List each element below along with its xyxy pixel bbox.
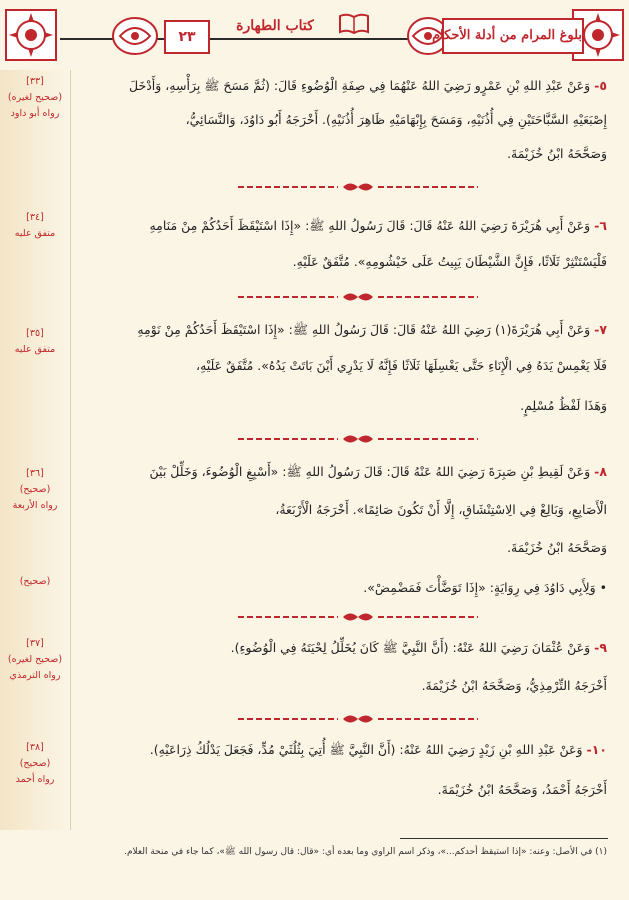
hadith-line: الْأَصَابِعِ، وَبَالِغْ فِي الِاسْتِنْشَاقِ، إِلَّا أَنْ تَكُونَ صَائِمًا». أَخْرَجَهُ الْأَرْبَعَةُ، bbox=[275, 502, 607, 517]
chapter-title: كتاب الطهارة bbox=[236, 18, 314, 34]
divider-ornament bbox=[238, 610, 478, 624]
sidebar-entry bbox=[0, 466, 70, 514]
hadith-text: وَعَنْ أَبِي هُرَيْرَةَ(١) رَضِيَ اللهُ عَنْهُ قَالَ: قَالَ رَسُولُ اللهِ ﷺ: «إِذَا اسْتَيْقَظَ أَحَدُكُمْ مِنْ نَوْمِهِ bbox=[137, 322, 591, 337]
sidebar-entry bbox=[0, 574, 70, 590]
sidebar-entry bbox=[0, 74, 70, 122]
entry-source: رواه الأربعة bbox=[12, 500, 58, 511]
hadith-number: ٨- bbox=[594, 464, 607, 479]
hadith-line bbox=[97, 640, 607, 659]
sidebar-entry bbox=[0, 326, 70, 358]
sidebar-entry bbox=[0, 210, 70, 242]
hadith-line bbox=[97, 464, 607, 483]
entry-grade: (صحيح) bbox=[19, 758, 51, 769]
hadith-number: ٩- bbox=[594, 640, 607, 655]
hadith-line: أَخْرَجَهُ التِّرْمِذِيُّ، وَصَحَّحَهُ ابْنُ خُزَيْمَةَ. bbox=[421, 678, 607, 693]
hadith-line: أَخْرَجَهُ أَحْمَدُ، وَصَحَّحَهُ ابْنُ خُزَيْمَةَ. bbox=[437, 782, 607, 797]
entry-grade: (صحيح لغيره) bbox=[7, 92, 63, 103]
divider-ornament bbox=[238, 290, 478, 304]
footnote: (١) في الأصل: وعنه: «إذا استيقظ أحدكم...»، وذكر اسم الراوي وما بعده أي: «قال: قال رسول الله ﷺ»، كما جاء في منحة العلام. bbox=[124, 847, 607, 857]
hadith-line: إِصْبَعَيْهِ السَّبَّاحَتَيْنِ فِي أُذُنَيْهِ، وَمَسَحَ بِإِبْهَامَيْهِ ظَاهِرَ أُذُنَيْهِ). أَخْرَجَهُ أَبُو دَاوُدَ، وَالنَّسَائِيُّ، bbox=[185, 112, 607, 127]
entry-grade: (صحيح لغيره) bbox=[7, 654, 63, 665]
hadith-number: ٧- bbox=[594, 322, 607, 337]
entry-number: [٣٥] bbox=[26, 328, 44, 339]
sidebar-entry bbox=[0, 740, 70, 788]
hadith-number: ٦- bbox=[594, 218, 607, 233]
entry-source: متفق عليه bbox=[14, 228, 56, 239]
hadith-line bbox=[97, 742, 607, 761]
entry-number: [٣٧] bbox=[26, 638, 44, 649]
book-title: بلوغ المرام من أدلة الأحكام bbox=[442, 18, 584, 54]
sidebar-entry bbox=[0, 636, 70, 684]
book-icon bbox=[338, 12, 370, 36]
entry-source: رواه أحمد bbox=[15, 774, 55, 785]
entry-grade: (صحيح) bbox=[19, 576, 51, 587]
hadith-extra: • وَلِأَبِي دَاوُدَ فِي رِوَايَةٍ: «إِذَا تَوَضَّأْتَ فَمَضْمِضْ». bbox=[363, 580, 607, 595]
hadith-line: فَلَا يَغْمِسْ يَدَهُ فِي الْإِنَاءِ حَتَّى يَغْسِلَهَا ثَلَاثًا فَإِنَّهُ لَا يَدْرِي أَيْنَ بَاتَتْ يَدُهُ». مُتَّفَقٌ عَلَيْهِ، bbox=[196, 358, 607, 373]
entry-number: [٣٨] bbox=[26, 742, 44, 753]
page-header bbox=[0, 0, 629, 64]
hadith-line bbox=[97, 78, 607, 97]
hadith-line: فَلْيَسْتَنْثِرْ ثَلَاثًا، فَإِنَّ الشَّيْطَانَ يَبِيتُ عَلَى خَيْشُومِهِ». مُتَّفَقٌ عَلَيْهِ. bbox=[292, 254, 607, 269]
hadith-number: ٥- bbox=[594, 78, 607, 93]
hadith-line: وَهَذَا لَفْظُ مُسْلِمٍ. bbox=[520, 398, 607, 413]
ornament-icon bbox=[4, 8, 58, 62]
hadith-line bbox=[97, 322, 607, 341]
footnote-rule bbox=[400, 838, 608, 839]
page-number: ٢٣ bbox=[164, 20, 210, 54]
hadith-text: وَعَنْ عَبْدِ اللهِ بْنِ عَمْرٍو رَضِيَ اللهُ عَنْهُمَا فِي صِفَةِ الْوُضُوءِ قَالَ: (ثُمَّ مَسَحَ ﷺ بِرَأْسِهِ، وَأَدْخَلَ bbox=[129, 78, 591, 93]
divider-ornament bbox=[238, 180, 478, 194]
ornament-icon bbox=[110, 14, 160, 58]
hadith-text: وَعَنْ عَبْدِ اللهِ بْنِ زَيْدٍ رَضِيَ اللهُ عَنْهُ: (أَنَّ النَّبِيَّ ﷺ أُتِيَ بِثُلُثَيْ مُدٍّ، فَجَعَلَ يَدْلُكُ ذِرَاعَيْهِ). bbox=[149, 742, 583, 757]
hadith-text: وَعَنْ عُثْمَانَ رَضِيَ اللهُ عَنْهُ: (أَنَّ النَّبِيَّ ﷺ كَانَ يُخَلِّلُ لِحْيَتَهُ فِي الْوُضُوءِ). bbox=[230, 640, 591, 655]
entry-number: [٣٣] bbox=[26, 76, 44, 87]
hadith-number: ١٠- bbox=[586, 742, 607, 757]
entry-grade: (صحيح) bbox=[19, 484, 51, 495]
entry-number: [٣٤] bbox=[26, 212, 44, 223]
sidebar bbox=[0, 70, 71, 830]
divider-ornament bbox=[238, 432, 478, 446]
entry-source: رواه أبو داود bbox=[10, 108, 60, 119]
hadith-text: وَعَنْ لَقِيطِ بْنِ صَبِرَةَ رَضِيَ اللهُ عَنْهُ قَالَ: قَالَ رَسُولُ اللهِ ﷺ: «أَسْبِغِ الْوُضُوءَ، وَخَلِّلْ بَيْنَ bbox=[149, 464, 591, 479]
hadith-line bbox=[97, 218, 607, 237]
hadith-line: وَصَحَّحَهُ ابْنُ خُزَيْمَةَ. bbox=[507, 146, 607, 161]
entry-source: رواه الترمذي bbox=[9, 670, 61, 681]
hadith-text: وَعَنْ أَبِي هُرَيْرَةَ رَضِيَ اللهُ عَنْهُ قَالَ: قَالَ رَسُولُ اللهِ ﷺ: «إِذَا اسْتَيْقَظَ أَحَدُكُمْ مِنْ مَنَامِهِ bbox=[149, 218, 591, 233]
divider-ornament bbox=[238, 712, 478, 726]
entry-source: متفق عليه bbox=[14, 344, 56, 355]
entry-number: [٣٦] bbox=[26, 468, 44, 479]
hadith-line: وَصَحَّحَهُ ابْنُ خُزَيْمَةَ. bbox=[507, 540, 607, 555]
